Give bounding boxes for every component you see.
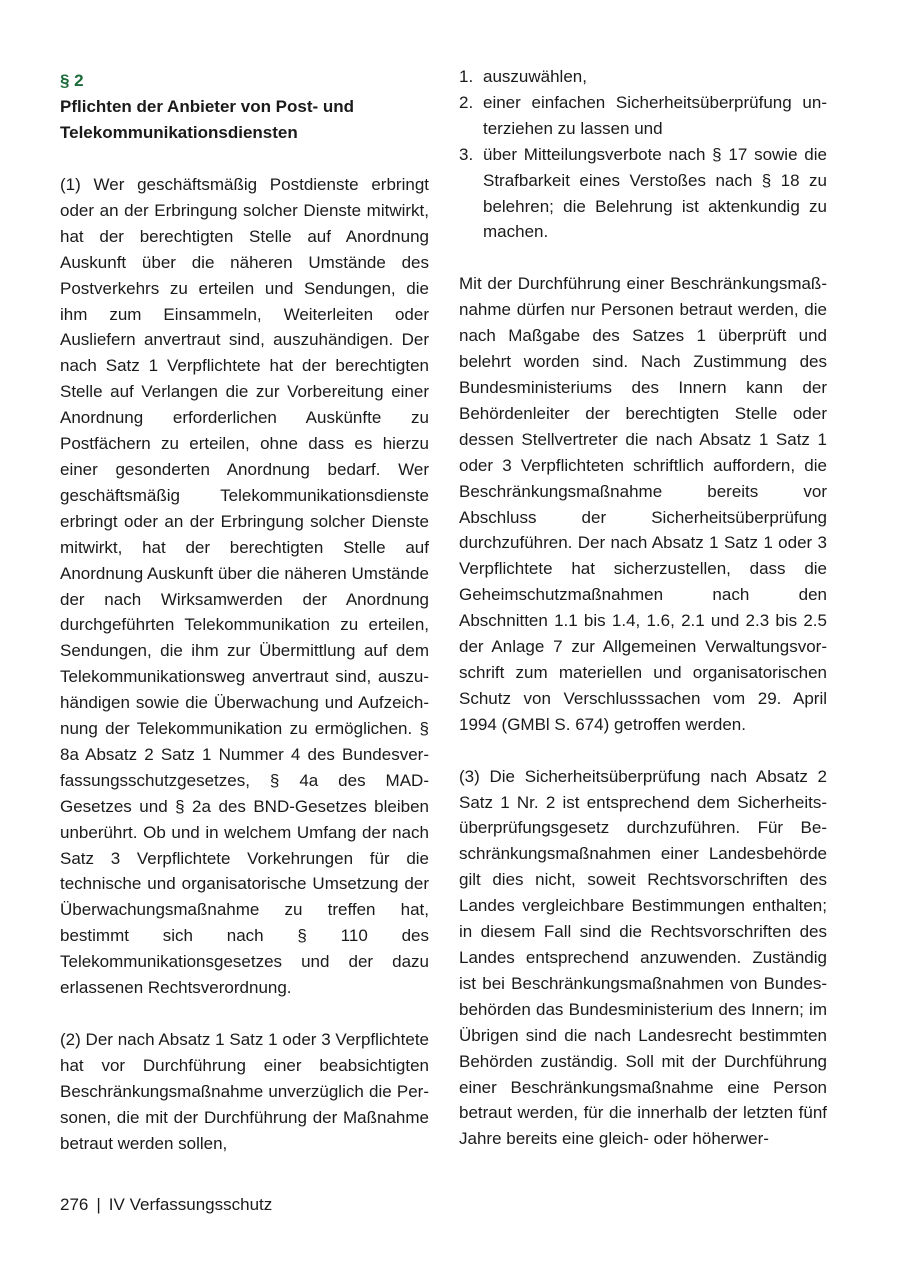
list-item-text: auszuwählen, [483, 67, 587, 86]
footer-separator: | [96, 1195, 101, 1214]
list-item [459, 64, 827, 90]
spacer [459, 738, 827, 764]
list-item-text: einer einfachen Sicherheitsüberprüfung unterziehen zu lassen und [483, 92, 827, 138]
spacer [60, 146, 429, 172]
paragraph-3: (3) Die Sicherheitsüberprüfung nach Absatz 2 Satz 1 Nr. 2 ist entsprechend dem Sicherheitsüberprüfungsgesetz durchzuführen. Für Beschränkungsmaßnahmen einer Landesbehörde gilt dies nicht, soweit Rechtsvorschriften des Landes vergleichbare Bestimmungen enthalten; in diesem Fall sind die Rechtsvorschriften des Landes entsprechend anzuwenden. Zuständig ist bei Beschränkungsmaßnahmen von Bundesbehörden das Bundesministerium des Innern; im Übrigen sind die nach Landesrecht bestimmten Behörden zuständig. Soll mit der Durchführung einer Beschränkungsmaßnahme eine Person betraut werden, für die innerhalb der letzten fünf Jahre bereits eine gleich- oder höherwer- [459, 766, 827, 1149]
section-number: § 2 [60, 71, 84, 90]
left-column [60, 64, 429, 1157]
page-footer [60, 1192, 272, 1218]
list-item-text: über Mitteilungsverbote nach § 17 sowie die Strafbarkeit eines Verstoßes nach § 18 zu belehren; die Belehrung ist aktenkundig zu machen. [483, 144, 827, 242]
list-item [459, 142, 827, 246]
spacer [459, 245, 827, 271]
list-item-number: 3. [459, 144, 474, 164]
paragraph-1: (1) Wer geschäftsmäßig Postdienste erbringt oder an der Erbringung solcher Dienste mitwirkt, hat der berechtigten Stelle auf Anordnung Auskunft über die näheren Umstände des Postverkehrs zu erteilen und Sendungen, die ihm zum Einsammeln, Weiterleiten oder Ausliefern anvertraut sind, auszuhändigen. Der nach Satz 1 Verpflichtete hat der berechtigten Stelle auf Verlangen die zur Vorbereitung einer Anordnung erforderlichen Auskünfte zu Postfächern zu erteilen, ohne dass es hierzu einer gesonderten Anordnung bedarf. Wer geschäftsmäßig Telekommunikationsdienste erbringt oder an der Erbringung solcher Dienste mitwirkt, hat der berechtigten Stelle auf Anordnung Auskunft über die näheren Umstände der nach Wirksamwerden der Anordnung durchgeführten Telekommunikation zu erteilen, Sendungen, die ihm zur Übermittlung auf dem Telekommunikationsweg anvertraut sind, auszuhändigen sowie die Überwachung und Aufzeichnung der Telekommunikation zu ermöglichen. § 8a Absatz 2 Satz 1 Nummer 4 des Bundesverfassungsschutzgesetzes, § 4a des MAD-Gesetzes und § 2a des BND-Gesetzes bleiben unberührt. Ob und in welchem Umfang der nach Satz 3 Verpflichtete Vorkehrungen für die technische und organisatorische Umsetzung der Überwachungsmaßnahme zu treffen hat, bestimmt sich nach § 110 des Telekommunikationsgesetzes und der dazu erlassenen Rechtsverordnung. [60, 175, 429, 998]
list-item-number: 2. [459, 92, 474, 112]
paragraph-2: (2) Der nach Absatz 1 Satz 1 oder 3 Verpflichtete hat vor Durchführung einer beabsichtigten Beschränkungsmaßnahme unverzüglich die Personen, die mit der Durchführung der Maßnahme betraut werden sollen, [60, 1030, 429, 1153]
obligation-list [459, 64, 827, 245]
section-title: Pflichten der Anbieter von Post- und Telekommunikationsdiensten [60, 97, 355, 142]
chapter-title: IV Verfassungsschutz [108, 1195, 273, 1214]
page-number: 276 [60, 1195, 89, 1214]
list-item [459, 90, 827, 142]
spacer [60, 1001, 429, 1027]
paragraph-2-continued: Mit der Durchführung einer Beschränkungsmaßnahme dürfen nur Personen betraut werden, die nach Maßgabe des Satzes 1 überprüft und belehrt worden sind. Nach Zustimmung des Bundesministeriums des Innern kann der Behördenleiter der berechtigten Stelle oder dessen Stellvertreter die nach Absatz 1 Satz 1 oder 3 Verpflichteten schriftlich auffordern, die Beschränkungsmaßnahme bereits vor Abschluss der Sicherheitsüberprüfung durchzuführen. Der nach Absatz 1 Satz 1 oder 3 Verpflichtete hat sicherzustellen, dass die Geheimschutzmaßnahmen nach den Abschnitten 1.1 bis 1.4, 1.6, 2.1 und 2.3 bis 2.5 der Anlage 7 zur Allgemeinen Verwaltungsvorschrift zum materiellen und organisatorischen Schutz von Verschlusssachen vom 29. April 1994 (GMBl S. 674) getroffen werden. [459, 274, 827, 734]
list-item-number: 1. [459, 67, 474, 86]
right-column [459, 64, 827, 1152]
